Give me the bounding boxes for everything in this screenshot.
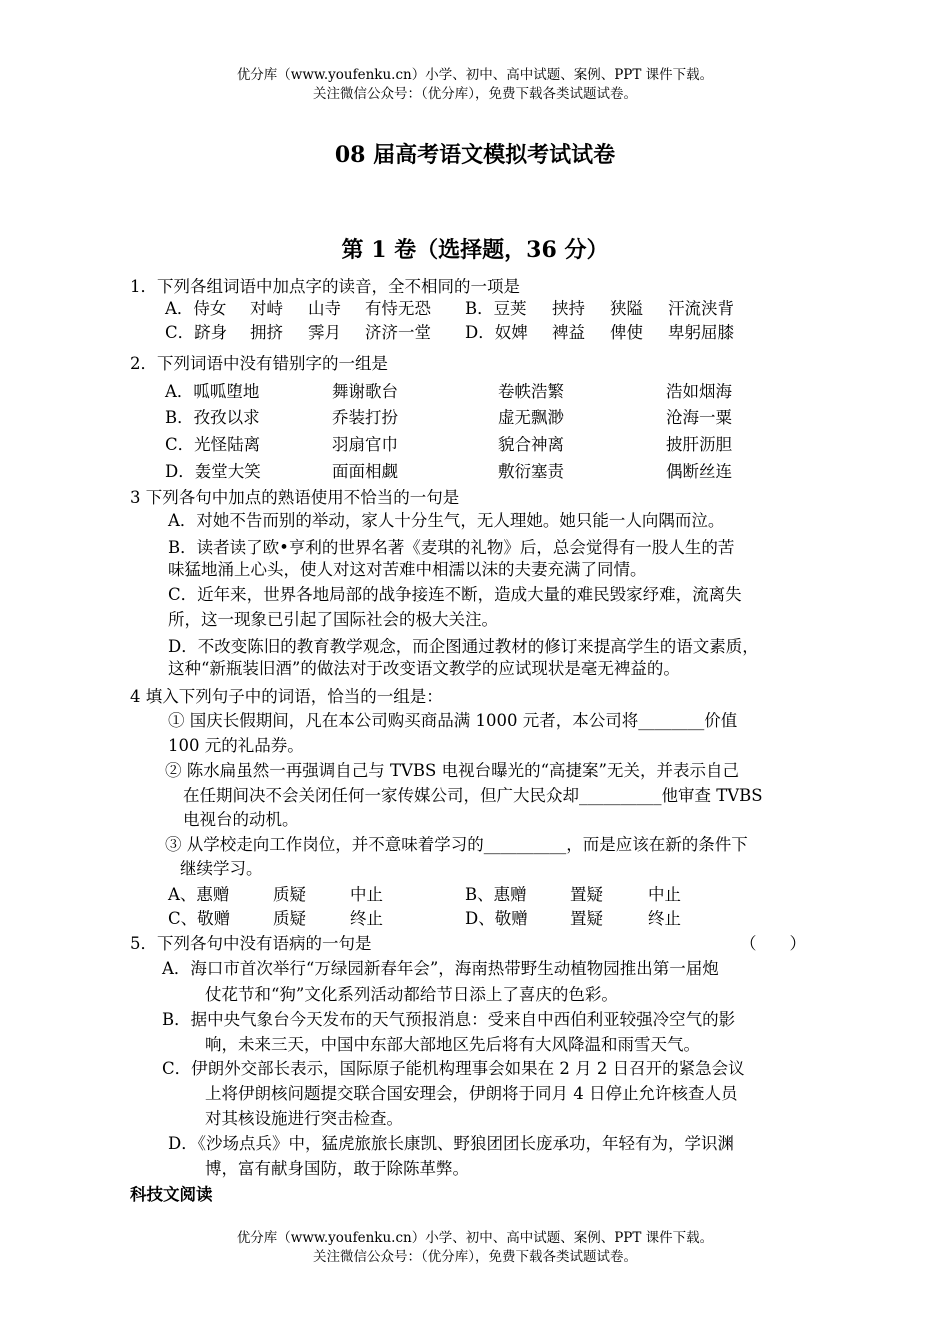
q5-option-b-line2: 响，未来三天，中国中东部大部地区先后将有大风降温和雨雪天气。 bbox=[205, 1035, 700, 1054]
q5-option-a-line2: 仗花节和“狗”文化系列活动都给节日添上了喜庆的色彩。 bbox=[205, 985, 618, 1004]
q5-option-c-line1: C．伊朗外交部长表示，国际原子能机构理事会如果在 2 月 2 日召开的紧急会议 bbox=[162, 1059, 745, 1078]
q4-sentence2-line3: 电视台的动机。 bbox=[183, 810, 299, 829]
section-title: 第 1 卷（选择题，36 分） bbox=[341, 237, 609, 263]
q4-sentence2-line2: 在任期间决不会关闭任何一家传媒公司，但广大民众却__________他审查 TVBS bbox=[183, 786, 763, 805]
q3-option-c-line2: 所，这一现象已引起了国际社会的极大关注。 bbox=[168, 610, 498, 629]
reading-section-heading: 科技文阅读 bbox=[130, 1185, 213, 1204]
q2-stem: 2．下列词语中没有错别字的一组是 bbox=[130, 354, 388, 373]
q5-option-a-line1: A．海口市首次举行“万绿园新春年会”，海南热带野生动植物园推出第一届炮 bbox=[162, 959, 719, 978]
q5-option-b-line1: B．据中央气象台今天发布的天气预报消息：受来自中西伯利亚较强冷空气的影 bbox=[162, 1010, 736, 1029]
page-footer-line2: 关注微信公众号：（优分库），免费下载各类试题试卷。 bbox=[313, 1249, 637, 1265]
q3-option-a: A．对她不告而别的举动，家人十分生气，无人理她。她只能一人向隅而泣。 bbox=[168, 511, 725, 530]
q5-option-c-line2: 上将伊朗核问题提交联合国安理会，伊朗将于同月 4 日停止允许核查人员 bbox=[205, 1084, 738, 1103]
q5-option-d-line1: D．《沙场点兵》中，猛虎旅旅长康凯、野狼团团长庞承功，年轻有为，学识渊 bbox=[168, 1134, 734, 1153]
q4-sentence3-line2: 继续学习。 bbox=[180, 859, 263, 878]
q3-option-d-line2: 这种“新瓶装旧酒”的做法对于改变语文教学的应试现状是毫无裨益的。 bbox=[168, 659, 680, 678]
q5-stem: 5．下列各句中没有语病的一句是 bbox=[130, 934, 372, 953]
q3-option-b-line1: B．读者读了欧•亨利的世界名著《麦琪的礼物》后，总会觉得有一股人生的苦 bbox=[168, 538, 735, 557]
q5-answer-parentheses: （ ） bbox=[740, 934, 806, 953]
q4-sentence1-line1: ① 国庆长假期间，凡在本公司购买商品满 1000 元者，本公司将________价值 bbox=[168, 711, 738, 730]
document-title: 08 届高考语文模拟考试试卷 bbox=[334, 142, 616, 168]
q3-option-c-line1: C．近年来，世界各地局部的战争接连不断，造成大量的难民毁家纾难，流离失 bbox=[168, 585, 742, 604]
q1-stem: 1．下列各组词语中加点字的读音，全不相同的一项是 bbox=[130, 277, 520, 296]
page-footer-line1: 优分库（www.youfenku.cn）小学、初中、高中试题、案例、PPT 课件下载。 bbox=[236, 1230, 714, 1246]
q3-option-b-line2: 味猛地涌上心头，使人对这对苦难中相濡以沫的夫妻充满了同情。 bbox=[168, 560, 647, 579]
q3-option-d-line1: D．不改变陈旧的教育教学观念，而企图通过教材的修订来提高学生的语文素质， bbox=[168, 637, 759, 656]
q4-sentence1-line2: 100 元的礼品券。 bbox=[168, 736, 304, 755]
q3-stem: 3 下列各句中加点的熟语使用不恰当的一句是 bbox=[130, 488, 460, 507]
page-header-line1: 优分库（www.youfenku.cn）小学、初中、高中试题、案例、PPT 课件下载。 bbox=[236, 67, 714, 83]
q5-option-d-line2: 博，富有献身国防，敢于除陈革弊。 bbox=[205, 1159, 469, 1178]
page-header-line2: 关注微信公众号：（优分库），免费下载各类试题试卷。 bbox=[313, 86, 637, 102]
q4-sentence3-line1: ③ 从学校走向工作岗位，并不意味着学习的__________，而是应该在新的条件下 bbox=[165, 835, 748, 854]
q4-sentence2-line1: ② 陈水扁虽然一再强调自己与 TVBS 电视台曝光的“高捷案”无关，并表示自己 bbox=[165, 761, 739, 780]
q5-option-c-line3: 对其核设施进行突击检查。 bbox=[205, 1109, 403, 1128]
q4-stem: 4 填入下列句子中的词语，恰当的一组是： bbox=[130, 687, 443, 706]
